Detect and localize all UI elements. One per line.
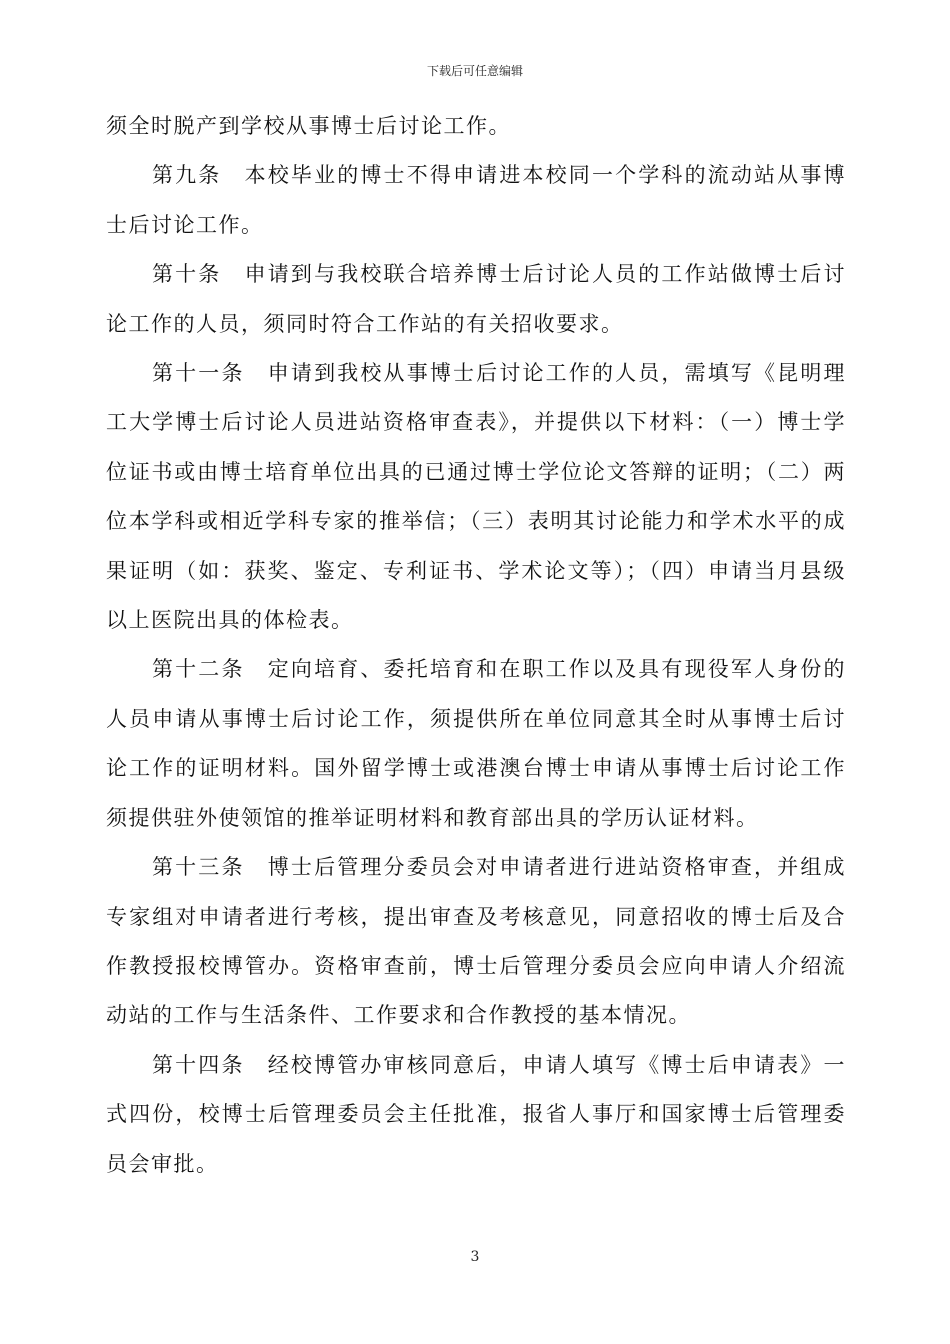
paragraph-article-12: 第十二条 定向培育、委托培育和在职工作以及具有现役军人身份的人员申请从事博士后讨论工作，须提供所在单位同意其全时从事博士后讨论工作的证明材料。国外留学博士或港澳台博士申请从事博士后讨论工作须提供驻外使领馆的推举证明材料和教育部出具的学历认证材料。: [106, 657, 846, 830]
document-body: [106, 102, 846, 1189]
paragraph-article-9: 第九条 本校毕业的博士不得申请进本校同一个学科的流动站从事博士后讨论工作。: [106, 163, 846, 237]
paragraph-article-14: 第十四条 经校博管办审核同意后，申请人填写《博士后申请表》一式四份，校博士后管理委员会主任批准，报省人事厅和国家博士后管理委员会审批。: [106, 1052, 846, 1176]
page-header: 下载后可任意编辑: [426, 64, 523, 78]
paragraph-article-10: 第十条 申请到与我校联合培养博士后讨论人员的工作站做博士后讨论工作的人员，须同时符合工作站的有关招收要求。: [106, 262, 846, 336]
page-number: 3: [470, 1249, 480, 1265]
paragraph-article-11: 第十一条 申请到我校从事博士后讨论工作的人员，需填写《昆明理工大学博士后讨论人员进站资格审查表》，并提供以下材料：（一）博士学位证书或由博士培育单位出具的已通过博士学位论文答辩的证明；（二）两位本学科或相近学科专家的推举信；（三）表明其讨论能力和学术水平的成果证明（如：获奖、鉴定、专利证书、学术论文等）；（四）申请当月县级以上医院出具的体检表。: [106, 361, 846, 633]
paragraph-continuation: 须全时脱产到学校从事博士后讨论工作。: [106, 114, 511, 138]
paragraph-article-13: 第十三条 博士后管理分委员会对申请者进行进站资格审查，并组成专家组对申请者进行考核，提出审查及考核意见，同意招收的博士后及合作教授报校博管办。资格审查前，博士后管理分委员会应向申请人介绍流动站的工作与生活条件、工作要求和合作教授的基本情况。: [106, 855, 846, 1028]
